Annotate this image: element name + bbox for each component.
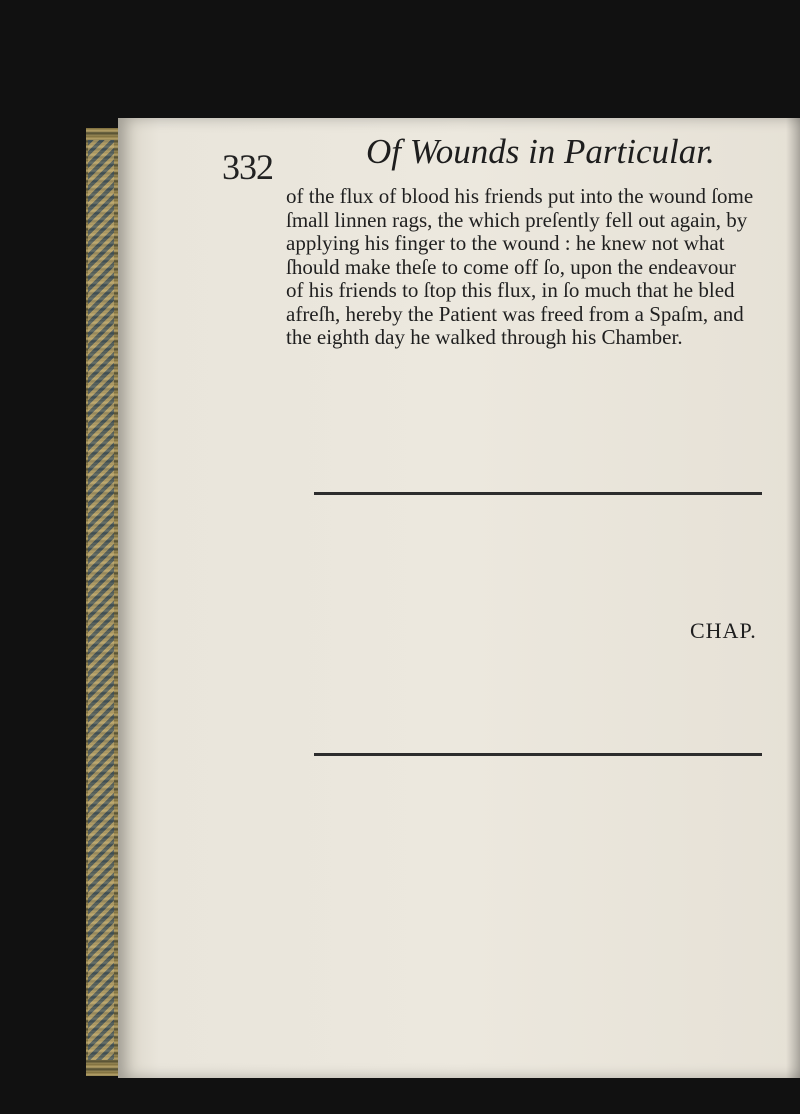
section-rule-bottom [314, 753, 762, 756]
page-shadow [786, 118, 800, 1078]
running-head: Of Wounds in Particular. [366, 132, 715, 171]
marbled-edge [88, 140, 114, 1060]
text-line: the eighth day he walked through his Chamber. [286, 325, 683, 349]
section-rule-top [314, 492, 762, 495]
text-line: of the flux of blood his friends put into the wound ſome [286, 184, 754, 208]
page-number: 332 [222, 147, 273, 187]
text-line: applying his finger to the wound : he knew not what [286, 231, 725, 255]
body-paragraph [286, 185, 770, 350]
text-line: of his friends to ſtop this flux, in ſo much that he bled [286, 278, 735, 302]
text-line: afreſh, hereby the Patient was freed from a Spaſm, and [286, 301, 744, 326]
text-line: ſmall linnen rags, the which preſently fell out again, by [286, 207, 748, 232]
text-line: ſhould make theſe to come off ſo, upon the endeavour [286, 254, 736, 279]
catchword: CHAP. [690, 618, 757, 643]
